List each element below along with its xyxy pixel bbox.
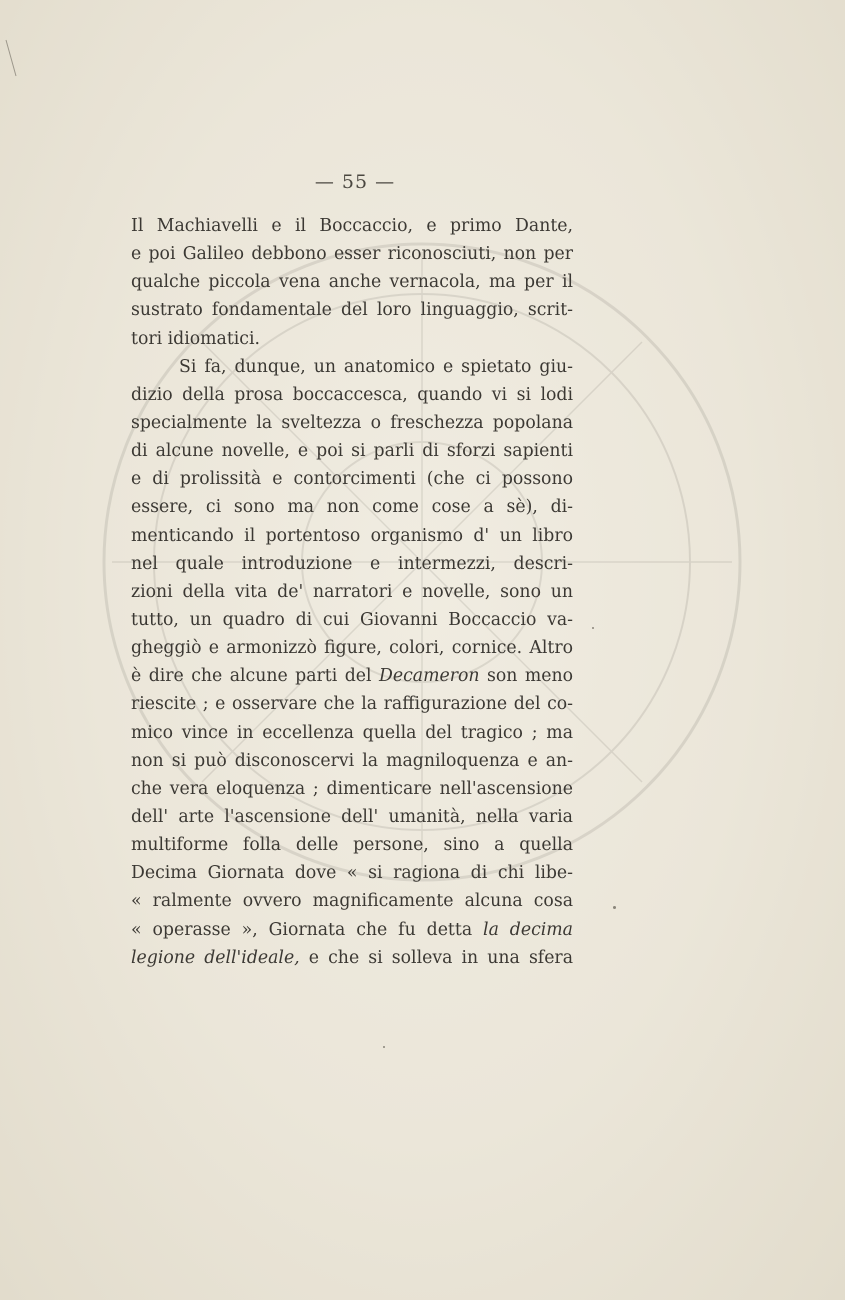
text-segment: son meno <box>479 666 573 687</box>
text-line: Decima Giornata dove « si ragiona di chi libe- <box>131 863 573 884</box>
page-number: — 55 — <box>314 171 396 193</box>
text-segment: è dire che alcune parti del <box>131 666 380 687</box>
paper-crease-mark <box>4 38 18 78</box>
text-line: non si può disconoscervi la magniloquenza e an- <box>131 750 573 771</box>
text-line: tutto, un quadro di cui Giovanni Boccaccio va- <box>131 609 573 630</box>
paper-speck <box>592 627 594 629</box>
text-line: « ralmente ovvero magnificamente alcuna cosa <box>131 891 573 912</box>
text-line: tori idiomatici. <box>131 328 261 349</box>
text-line: dizio della prosa boccaccesca, quando vi si lodi <box>131 384 573 405</box>
text-line <box>131 944 573 972</box>
text-line <box>131 662 573 690</box>
text-line: qualche piccola vena anche vernacola, ma per il <box>131 272 573 293</box>
text-segment: e che si solleva in una sfera <box>299 947 573 968</box>
text-line: che vera eloquenza ; dimenticare nell'ascensione <box>131 778 573 799</box>
quote-italic: la decima <box>483 919 573 940</box>
text-line: zioni della vita de' narratori e novelle, sono un <box>131 581 573 602</box>
text-line: di alcune novelle, e poi si parli di sforzi sapienti <box>131 441 573 462</box>
text-line: multiforme folla delle persone, sino a quella <box>131 835 573 856</box>
body-text <box>131 212 573 972</box>
text-line: dell' arte l'ascensione dell' umanità, nella varia <box>131 806 573 827</box>
text-line: menticando il portentoso organismo d' un libro <box>131 525 573 546</box>
book-title-italic: Decameron <box>379 666 480 687</box>
text-line: essere, ci sono ma non come cose a sè), di- <box>131 497 573 518</box>
paper-speck <box>613 906 616 909</box>
text-line: nel quale introduzione e intermezzi, descri- <box>131 553 573 574</box>
text-segment: « operasse », Giornata che fu detta <box>131 919 484 940</box>
text-line: sustrato fondamentale del loro linguaggio, scrit- <box>131 300 573 321</box>
text-line <box>131 916 573 944</box>
text-line: Il Machiavelli e il Boccaccio, e primo Dante, <box>131 216 573 236</box>
text-line: e di prolissità e contorcimenti (che ci possono <box>131 469 573 490</box>
text-line: e poi Galileo debbono esser riconosciuti, non per <box>131 244 573 265</box>
quote-italic: legione dell'ideale, <box>131 947 300 968</box>
text-line: riescite ; e osservare che la raffigurazione del co- <box>131 694 573 715</box>
text-line: mico vince in eccellenza quella del tragico ; ma <box>131 722 573 743</box>
text-line: Si fa, dunque, un anatomico e spietato giu- <box>179 356 573 377</box>
paper-speck <box>383 1046 385 1048</box>
text-line: specialmente la sveltezza o freschezza popolana <box>131 412 573 433</box>
text-line: gheggiò e armonizzò figure, colori, cornice. Altro <box>131 638 573 659</box>
